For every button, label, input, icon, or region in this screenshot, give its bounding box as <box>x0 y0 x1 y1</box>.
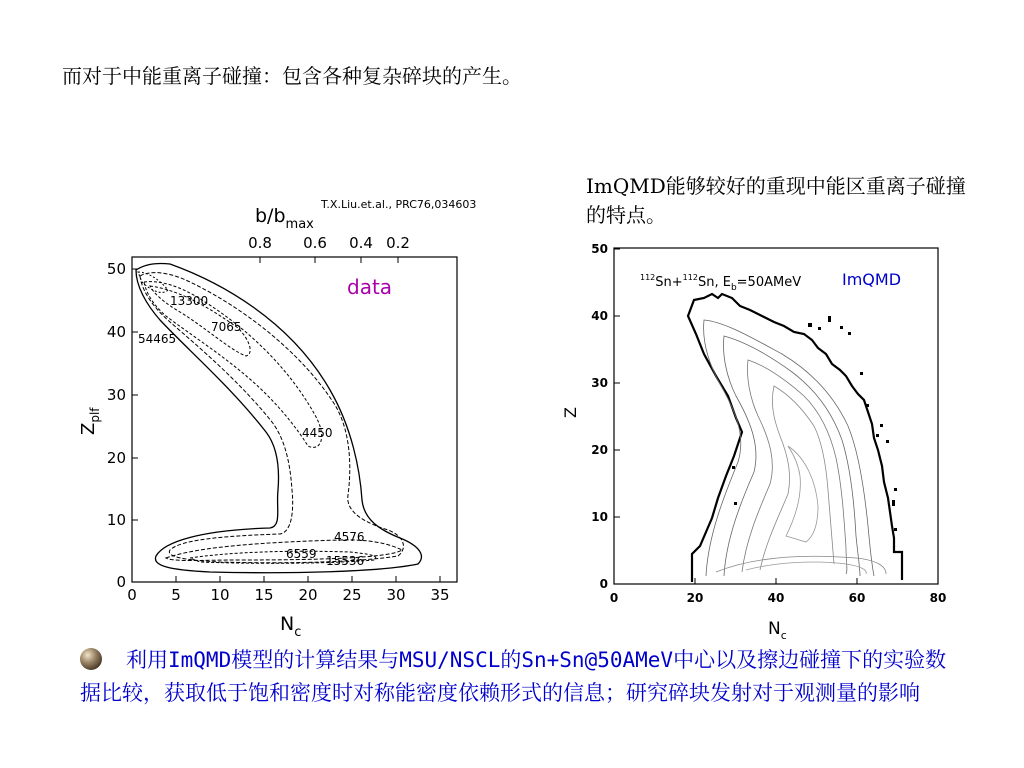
x-tick-label: 80 <box>929 591 947 605</box>
x-tick-label: 0 <box>609 591 619 605</box>
y-ticks <box>132 269 138 582</box>
data-series-label: data <box>347 275 393 299</box>
y-tick-label: 0 <box>599 577 608 591</box>
imqmd-series-label: ImQMD <box>842 270 902 289</box>
contour-label: 4576 <box>334 530 365 544</box>
y-tick-label: 30 <box>591 376 608 390</box>
top-ticks <box>260 257 398 263</box>
x-tick-label: 10 <box>210 586 230 604</box>
x-ticks <box>614 578 938 584</box>
x-tick-label: 25 <box>342 586 362 604</box>
y-tick-label: 50 <box>591 242 608 256</box>
y-ticks <box>614 249 620 584</box>
contour-label: 54465 <box>138 332 177 346</box>
contour-label: 4450 <box>302 426 333 440</box>
contour-label: 7065 <box>211 320 242 334</box>
x-tick-label: 0 <box>127 586 137 604</box>
x-tick-label: 60 <box>848 591 866 605</box>
y-tick-label: 50 <box>106 260 126 278</box>
x-tick-label: 15 <box>254 586 274 604</box>
contour-lines <box>136 263 421 572</box>
top-tick-label: 0.4 <box>349 234 373 252</box>
contour-label: 6559 <box>286 547 317 561</box>
y-tick-label: 20 <box>591 443 608 457</box>
y-tick-label: 40 <box>106 323 126 341</box>
y-axis-label: $Z_{plf}$ <box>78 407 102 435</box>
x-tick-label: 40 <box>767 591 785 605</box>
y-tick-label: 0 <box>116 573 126 591</box>
top-tick-label: 0.2 <box>386 234 410 252</box>
top-tick-label: 0.6 <box>303 234 327 252</box>
imqmd-note: ImQMD能够较好的重现中能区重离子碰撞的特点。 <box>586 174 966 227</box>
y-tick-label: 10 <box>591 510 608 524</box>
x-tick-label: 20 <box>298 586 318 604</box>
citation: T.X.Liu.et.al., PRC76,034603 <box>321 198 477 211</box>
bottom-bullet-text <box>80 644 960 710</box>
contour-lines <box>688 294 902 582</box>
x-tick-label: 5 <box>171 586 181 604</box>
slide-heading: 而对于中能重离子碰撞：包含各种复杂碎块的产生。 <box>62 64 522 88</box>
top-axis-label: $b/b_{max}$ <box>255 205 314 232</box>
y-tick-label: 20 <box>106 449 126 467</box>
x-ticks <box>132 576 440 582</box>
y-tick-label: 30 <box>106 386 126 404</box>
top-tick-label: 0.8 <box>248 234 272 252</box>
data-contour-plot <box>70 190 500 640</box>
y-axis-label: Z <box>561 407 580 418</box>
y-tick-label: 40 <box>591 309 608 323</box>
x-axis-label: $N_c$ <box>768 619 787 642</box>
imqmd-contour-plot <box>556 236 956 646</box>
y-tick-label: 10 <box>106 511 126 529</box>
x-tick-label: 20 <box>686 591 704 605</box>
plot-frame <box>614 248 938 584</box>
contour-label: 15536 <box>326 554 365 568</box>
x-tick-label: 35 <box>430 586 450 604</box>
contour-label: 13300 <box>170 294 209 308</box>
x-axis-label: $N_c$ <box>280 613 302 640</box>
reaction-label: $^{112}$Sn+$^{112}$Sn, $E_b=50AMeV$ <box>640 273 802 293</box>
x-tick-label: 30 <box>386 586 406 604</box>
bottom-bullet-content: 利用ImQMD模型的计算结果与MSU/NSCL的Sn+Sn@50AMeV中心以及擦边碰撞下的实验数据比较，获取低于饱和密度时对称能密度依赖形式的信息；研究碎块发射对于观测量的影响 <box>80 648 947 705</box>
